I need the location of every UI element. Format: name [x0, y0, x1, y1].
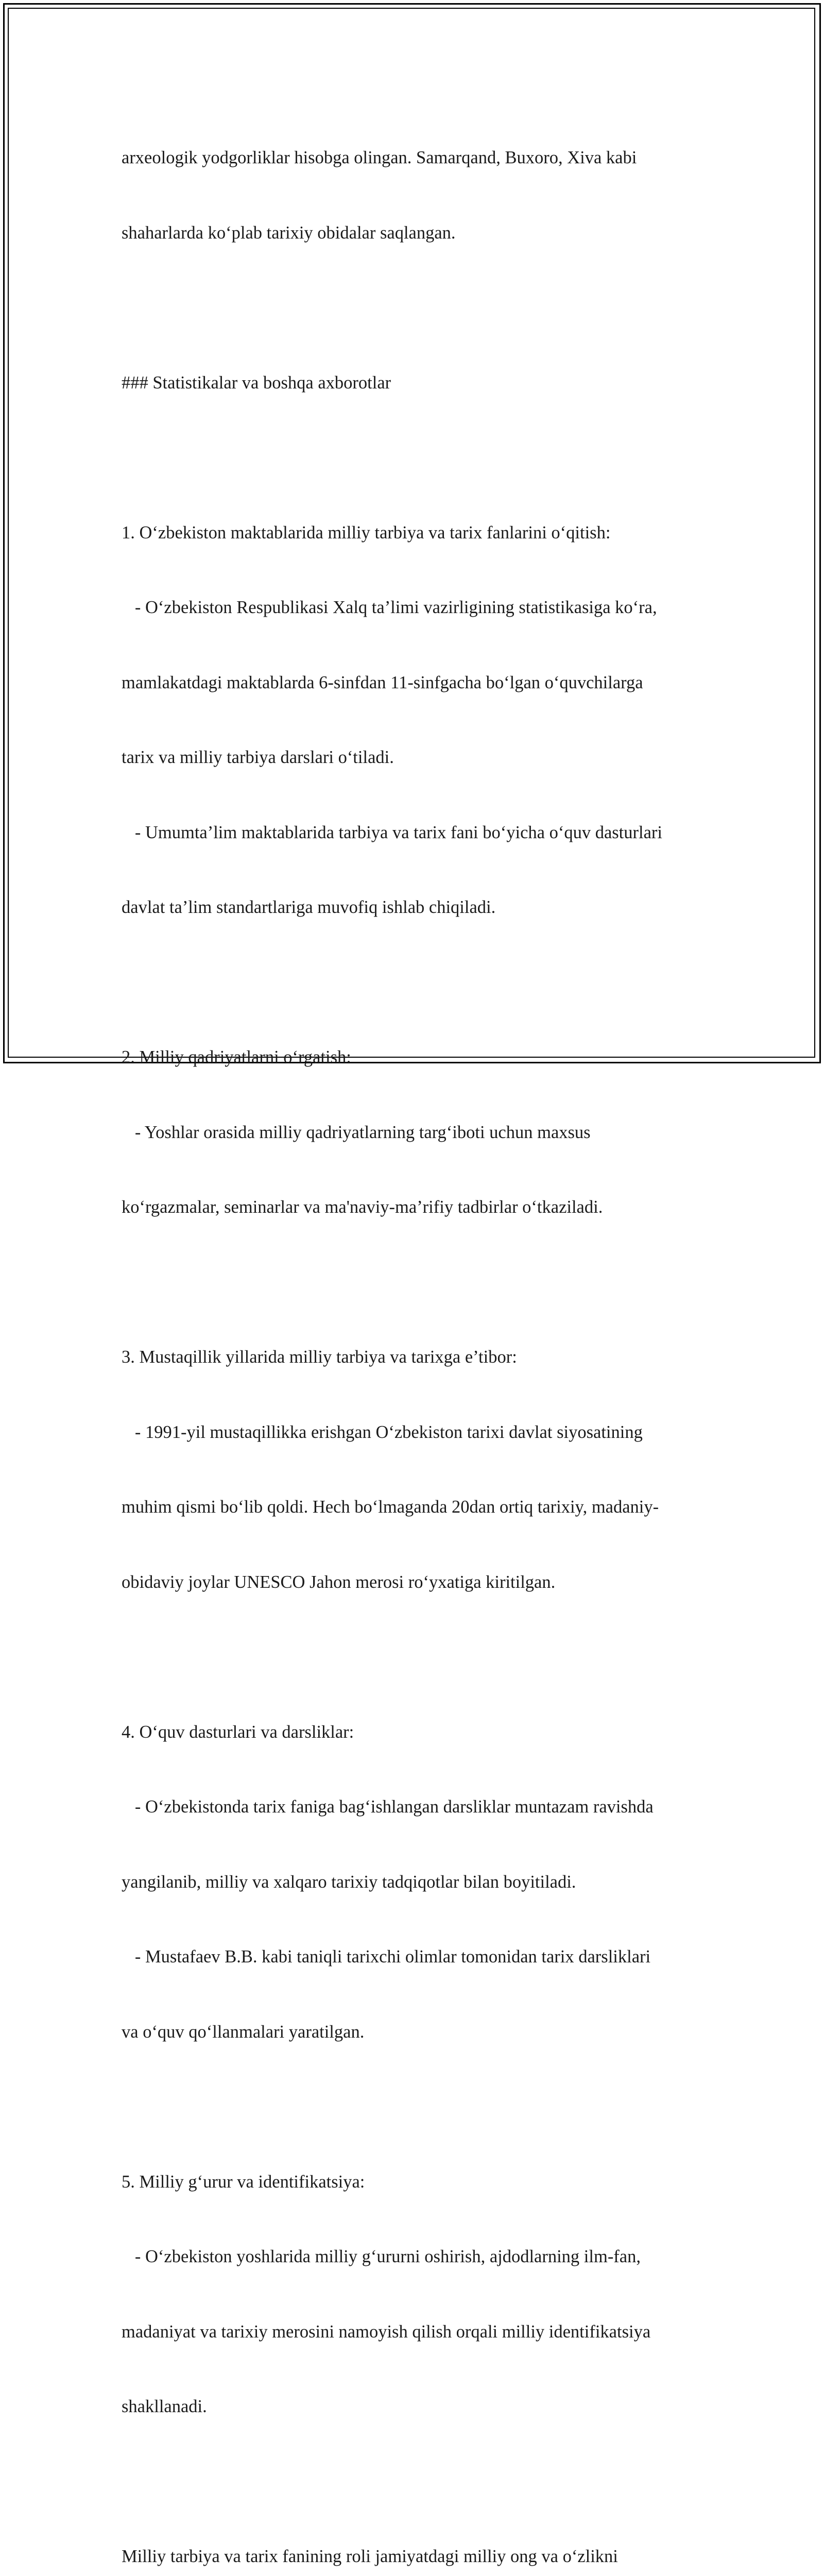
- blank-line: [122, 2094, 709, 2120]
- text-line: - O‘zbekiston Respublikasi Xalq ta’limi vazirligining statistikasiga ko‘ra,: [122, 598, 657, 617]
- text-line: shaharlarda ko‘plab tarixiy obidalar saqlangan.: [122, 223, 456, 243]
- document-body: [122, 95, 709, 2576]
- blank-line: [122, 1270, 709, 1295]
- text-line: - 1991-yil mustaqillikka erishgan O‘zbekiston tarixi davlat siyosatining: [122, 1422, 643, 1442]
- list-item-heading: 1. O‘zbekiston maktablarida milliy tarbiya va tarix fanlarini o‘qitish:: [122, 522, 611, 543]
- text-line: - Yoshlar orasida milliy qadriyatlarning targ‘iboti uchun maxsus: [122, 1122, 591, 1142]
- text-line: tarix va milliy tarbiya darslari o‘tiladi.: [122, 748, 394, 767]
- list-item-heading: 3. Mustaqillik yillarida milliy tarbiya va tarixga e’tibor:: [122, 1347, 517, 1367]
- list-item-heading: 5. Milliy g‘urur va identifikatsiya:: [122, 2172, 365, 2192]
- blank-line: [122, 445, 709, 470]
- text-line: davlat ta’lim standartlariga muvofiq ishlab chiqiladi.: [122, 897, 496, 917]
- text-line: obidaviy joylar UNESCO Jahon merosi ro‘yxatiga kiritilgan.: [122, 1572, 556, 1592]
- text-line: - Umumta’lim maktablarida tarbiya va tarix fani bo‘yicha o‘quv dasturlari: [122, 822, 662, 842]
- text-line: - O‘zbekiston yoshlarida milliy g‘ururni oshirish, ajdodlarning ilm-fan,: [122, 2247, 641, 2266]
- blank-line: [122, 1645, 709, 1670]
- blank-line: [122, 970, 709, 995]
- blank-line: [122, 295, 709, 320]
- text-line: - O‘zbekistonda tarix faniga bag‘ishlangan darsliklar muntazam ravishda: [122, 1797, 654, 1817]
- text-line: - Mustafaev B.B. kabi taniqli tarixchi olimlar tomonidan tarix darsliklari: [122, 1947, 651, 1967]
- text-line: muhim qismi bo‘lib qoldi. Hech bo‘lmaganda 20dan ortiq tarixiy, madaniy-: [122, 1497, 659, 1517]
- text-line: arxeologik yodgorliklar hisobga olingan. Samarqand, Buxoro, Xiva kabi: [122, 148, 637, 167]
- list-item-heading: 2. Milliy qadriyatlarni o‘rgatish:: [122, 1047, 351, 1067]
- text-line: madaniyat va tarixiy merosini namoyish qilish orqali milliy identifikatsiya: [122, 2321, 651, 2342]
- text-line: Milliy tarbiya va tarix fanining roli jamiyatdagi milliy ong va o‘zlikni: [122, 2547, 618, 2566]
- text-line: shakllanadi.: [122, 2397, 207, 2416]
- text-line: yangilanib, milliy va xalqaro tarixiy tadqiqotlar bilan boyitiladi.: [122, 1872, 576, 1892]
- text-line: ko‘rgazmalar, seminarlar va ma'naviy-ma’rifiy tadbirlar o‘tkaziladi.: [122, 1197, 603, 1217]
- blank-line: [122, 2469, 709, 2495]
- section-heading: ### Statistikalar va boshqa axborotlar: [122, 372, 391, 393]
- list-item-heading: 4. O‘quv dasturlari va darsliklar:: [122, 1722, 354, 1742]
- text-line: mamlakatdagi maktablarda 6-sinfdan 11-sinfgacha bo‘lgan o‘quvchilarga: [122, 672, 643, 692]
- text-line: va o‘quv qo‘llanmalari yaratilgan.: [122, 2022, 365, 2042]
